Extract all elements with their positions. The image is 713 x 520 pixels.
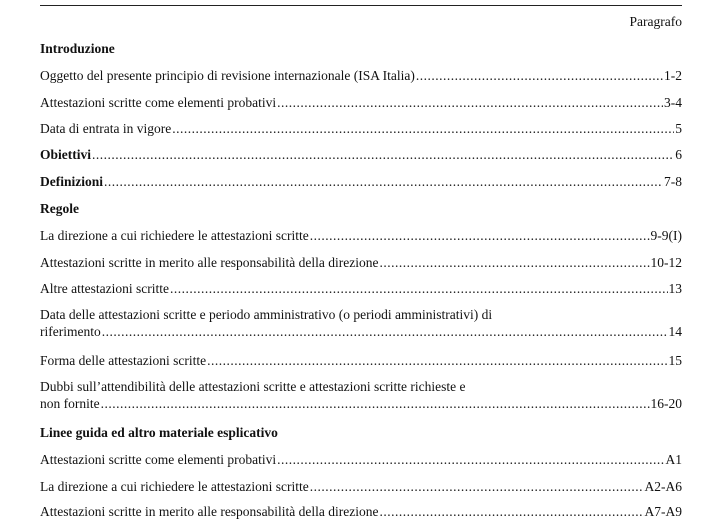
toc-entry-paragraph: 7-8 xyxy=(664,174,682,189)
dot-leader xyxy=(101,395,650,412)
toc-entry-title: Obiettivi xyxy=(40,147,91,162)
dot-leader xyxy=(277,94,663,111)
toc-entry-forma[interactable] xyxy=(40,352,682,369)
toc-entry-title: La direzione a cui richiedere le attestazioni scritte xyxy=(40,228,309,243)
dot-leader xyxy=(380,503,644,520)
toc-entry-data-entrata-vigore[interactable] xyxy=(40,120,682,137)
toc-entry-responsabilita-direzione[interactable] xyxy=(40,254,682,271)
dot-leader xyxy=(92,146,674,163)
toc-entry-title: Attestazioni scritte in merito alle responsabilità della direzione xyxy=(40,255,379,270)
toc-entry-a7-a9[interactable] xyxy=(40,503,682,520)
toc-entry-paragraph: 14 xyxy=(668,324,682,339)
dot-leader xyxy=(104,173,663,190)
toc-entry-paragraph: 10-12 xyxy=(650,255,682,270)
toc-entry-dubbi[interactable] xyxy=(40,378,682,412)
dot-leader xyxy=(102,323,668,340)
toc-entry-title: La direzione a cui richiedere le attestazioni scritte xyxy=(40,479,309,494)
toc-entry-title: non fornite xyxy=(40,396,100,411)
toc-entry-paragraph: 9-9(I) xyxy=(650,228,682,243)
toc-entry-direzione-richiedere[interactable] xyxy=(40,227,682,244)
toc-entry-paragraph: A1 xyxy=(665,452,682,467)
toc-entry-paragraph: 16-20 xyxy=(650,396,682,411)
column-header-paragrafo: Paragrafo xyxy=(629,14,682,29)
toc-entry-paragraph: A2-A6 xyxy=(644,479,682,494)
toc-entry-data-periodo[interactable] xyxy=(40,306,682,340)
toc-entry-title: riferimento xyxy=(40,324,101,339)
toc-entry-title: Data di entrata in vigore xyxy=(40,121,172,136)
dot-leader xyxy=(380,254,650,271)
toc-entry-paragraph: 3-4 xyxy=(664,95,682,110)
dot-leader xyxy=(310,478,644,495)
dot-leader xyxy=(172,120,674,137)
top-rule xyxy=(40,5,682,6)
dot-leader xyxy=(416,67,663,84)
toc-entry-paragraph: A7-A9 xyxy=(644,504,682,519)
section-heading-introduzione: Introduzione xyxy=(40,41,115,56)
toc-entry-title: Forma delle attestazioni scritte xyxy=(40,353,207,368)
toc-entry-title: Attestazioni scritte come elementi probativi xyxy=(40,452,277,467)
dot-leader xyxy=(277,451,664,468)
toc-entry-paragraph: 13 xyxy=(668,281,682,296)
toc-entry-title: Definizioni xyxy=(40,174,103,189)
toc-entry-obiettivi[interactable] xyxy=(40,146,682,163)
dot-leader xyxy=(170,280,668,297)
toc-entry-definizioni[interactable] xyxy=(40,173,682,190)
toc-entry-title-line1: Data delle attestazioni scritte e periodo amministrativo (o periodi amministrativi) di xyxy=(40,307,493,322)
toc-entry-oggetto[interactable] xyxy=(40,67,682,84)
toc-entry-title-line1: Dubbi sull’attendibilità delle attestazioni scritte e attestazioni scritte richieste e xyxy=(40,379,466,394)
toc-entry-attestazioni-elementi-probativi[interactable] xyxy=(40,94,682,111)
toc-entry-altre-attestazioni[interactable] xyxy=(40,280,682,297)
toc-entry-a1[interactable] xyxy=(40,451,682,468)
toc-entry-title: Attestazioni scritte come elementi probativi xyxy=(40,95,277,110)
section-heading-linee-guida: Linee guida ed altro materiale esplicativo xyxy=(40,425,278,440)
dot-leader xyxy=(207,352,667,369)
toc-entry-title: Attestazioni scritte in merito alle responsabilità della direzione xyxy=(40,504,379,519)
toc-entry-title: Oggetto del presente principio di revisione internazionale (ISA Italia) xyxy=(40,68,415,83)
toc-entry-a2-a6[interactable] xyxy=(40,478,682,495)
section-heading-regole: Regole xyxy=(40,201,79,216)
dot-leader xyxy=(310,227,650,244)
toc-entry-paragraph: 5 xyxy=(675,121,682,136)
toc-entry-paragraph: 1-2 xyxy=(664,68,682,83)
toc-entry-paragraph: 6 xyxy=(675,147,682,162)
toc-entry-paragraph: 15 xyxy=(668,353,682,368)
toc-entry-title: Altre attestazioni scritte xyxy=(40,281,169,296)
